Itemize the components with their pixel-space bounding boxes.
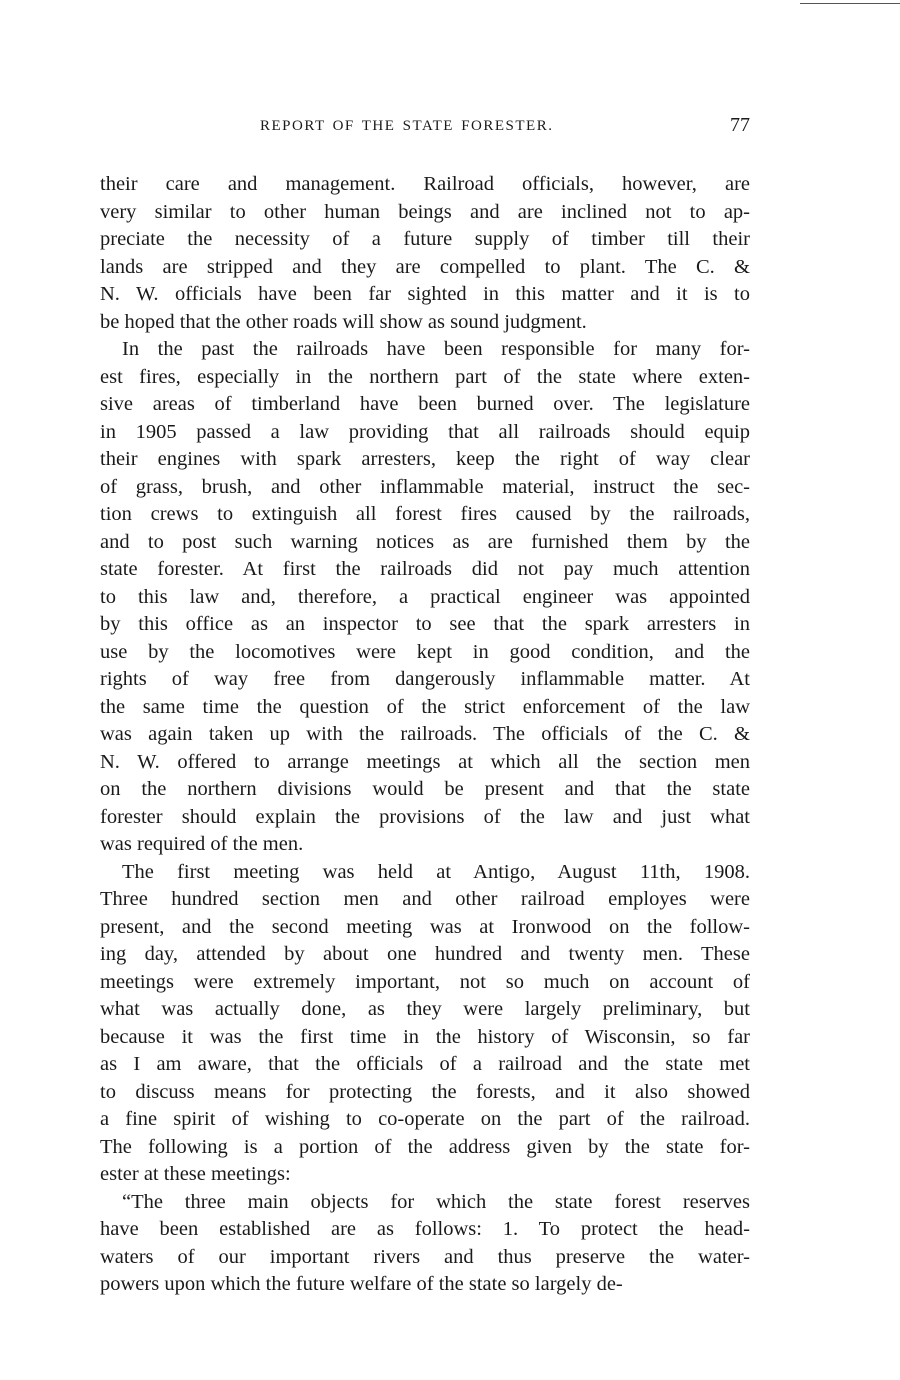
text-line: very similar to other human beings and are inclined not to ap- — [100, 200, 750, 223]
paragraph — [100, 171, 750, 336]
text-line: the same time the question of the strict enforcement of the law — [100, 695, 750, 718]
text-line: The following is a portion of the address given by the state for- — [100, 1135, 750, 1158]
text-line: be hoped that the other roads will show as sound judgment. — [100, 310, 587, 333]
text-line: state forester. At first the railroads did not pay much attention — [100, 558, 750, 580]
text-line: waters of our important rivers and thus preserve the water- — [100, 1245, 750, 1268]
text-line: to this law and, therefore, a practical engineer was appointed — [100, 585, 750, 608]
text-line: in 1905 passed a law providing that all railroads should equip — [100, 420, 750, 443]
text-line: was again taken up with the railroads. The officials of the C. & — [100, 723, 750, 745]
corner-rule — [800, 3, 900, 4]
paragraph — [100, 1189, 750, 1299]
text-line: ester at these meetings: — [100, 1163, 291, 1185]
paragraph — [100, 859, 750, 1189]
text-line: of grass, brush, and other inflammable material, instruct the sec- — [100, 475, 750, 498]
text-line: was required of the men. — [100, 833, 304, 855]
text-line: and to post such warning notices as are furnished them by the — [100, 530, 750, 553]
text-line: as I am aware, that the officials of a railroad and the state met — [100, 1053, 750, 1075]
text-line: lands are stripped and they are compelled to plant. The C. & — [100, 255, 750, 278]
text-line: by this office as an inspector to see that the spark arresters in — [100, 613, 750, 635]
text-line: to discuss means for protecting the forests, and it also showed — [100, 1080, 750, 1103]
text-line: sive areas of timberland have been burned over. The legislature — [100, 393, 750, 415]
text-line: In the past the railroads have been responsible for many for- — [122, 338, 750, 360]
text-line: N. W. offered to arrange meetings at which all the section men — [100, 750, 750, 773]
page-body — [100, 171, 750, 1299]
running-title: REPORT OF THE STATE FORESTER. — [260, 118, 554, 134]
text-line: ing day, attended by about one hundred and twenty men. These — [100, 943, 750, 965]
text-line: what was actually done, as they were largely preliminary, but — [100, 998, 750, 1020]
paragraph — [100, 336, 750, 859]
text-line: a fine spirit of wishing to co-operate on the part of the railroad. — [100, 1108, 750, 1130]
text-line: Three hundred section men and other railroad employes were — [100, 888, 750, 910]
page-number: 77 — [730, 114, 750, 136]
text-line: their engines with spark arresters, keep the right of way clear — [100, 448, 750, 470]
text-line: meetings were extremely important, not so much on account of — [100, 970, 750, 993]
text-line: have been established are as follows: 1. To protect the head- — [100, 1218, 750, 1240]
text-line: “The three main objects for which the state forest reserves — [122, 1190, 750, 1213]
page-header — [100, 114, 750, 142]
text-line: because it was the first time in the history of Wisconsin, so far — [100, 1025, 750, 1048]
text-line: forester should explain the provisions of the law and just what — [100, 805, 750, 828]
text-line: use by the locomotives were kept in good condition, and the — [100, 640, 750, 663]
text-line: rights of way free from dangerously inflammable matter. At — [100, 668, 750, 690]
text-line: tion crews to extinguish all forest fires caused by the railroads, — [100, 503, 750, 525]
text-line: on the northern divisions would be present and that the state — [100, 778, 750, 800]
text-line: N. W. officials have been far sighted in this matter and it is to — [100, 283, 750, 305]
text-line: powers upon which the future welfare of the state so largely de- — [100, 1273, 623, 1295]
text-line: The first meeting was held at Antigo, August 11th, 1908. — [122, 860, 750, 883]
text-line: their care and management. Railroad officials, however, are — [100, 173, 750, 195]
text-line: preciate the necessity of a future supply of timber till their — [100, 228, 750, 250]
text-line: present, and the second meeting was at Ironwood on the follow- — [100, 915, 750, 938]
text-line: est fires, especially in the northern part of the state where exten- — [100, 365, 750, 388]
